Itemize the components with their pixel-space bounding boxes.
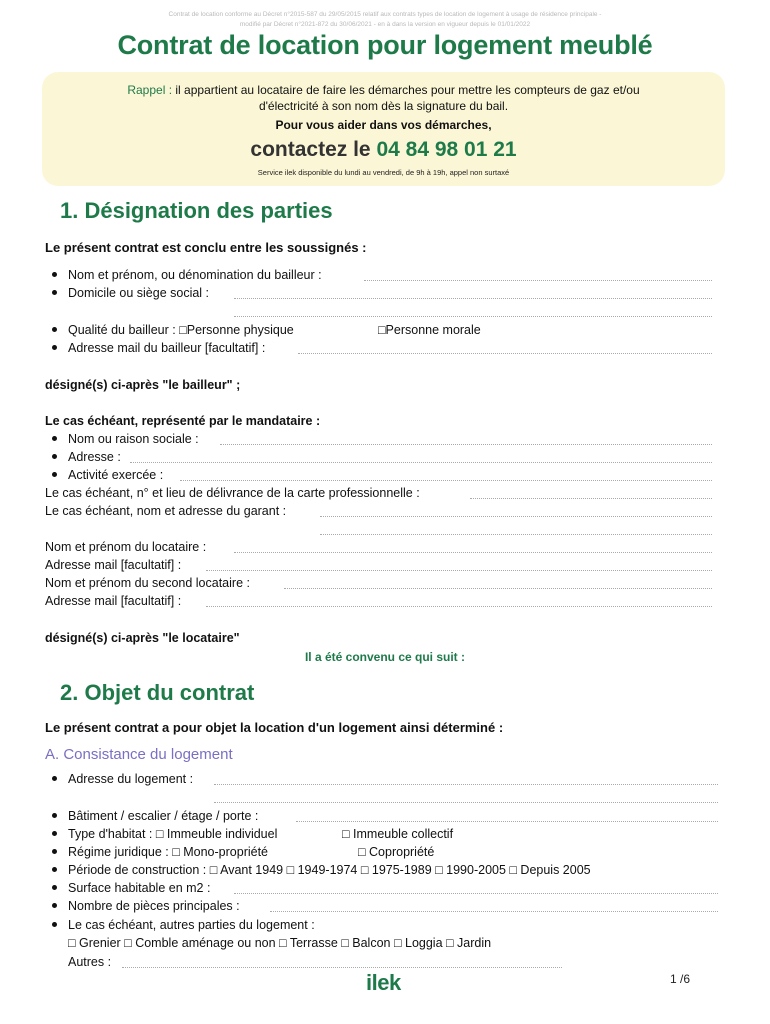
- surface-label: Surface habitable en m2 :: [68, 881, 211, 895]
- bullet: [52, 813, 57, 818]
- ilek-logo: ilek: [366, 970, 401, 995]
- bullet: [52, 922, 57, 927]
- rappel-label: Rappel :: [127, 83, 173, 97]
- convenu-text: Il a été convenu ce qui suit :: [304, 650, 466, 664]
- immeuble-collectif-option[interactable]: □ Immeuble collectif: [342, 827, 454, 841]
- mail-bailleur-label: Adresse mail du bailleur [facultatif] :: [68, 341, 266, 355]
- bullet: [52, 885, 57, 890]
- garant-field[interactable]: [320, 516, 712, 517]
- bullet: [52, 272, 57, 277]
- designe-locataire: désigné(s) ci-après "le locataire": [45, 631, 240, 645]
- legal-line-1: Contrat de location conforme au Décret n°2015-587 du 29/05/2015 relatif aux contrats types de location de logement à usage de résidence principale -: [168, 11, 602, 18]
- legal-notice: [60, 10, 710, 30]
- domicile-field[interactable]: [234, 298, 712, 299]
- adresse-mandataire-label: Adresse :: [68, 450, 121, 464]
- nom-raison-label: Nom ou raison sociale :: [68, 432, 199, 446]
- second-locataire-field[interactable]: [284, 588, 712, 589]
- section-1-heading: 1. Désignation des parties: [60, 198, 333, 223]
- type-habitat-label[interactable]: Type d'habitat : □ Immeuble individuel: [68, 827, 278, 841]
- pieces-label: Nombre de pièces principales :: [68, 899, 240, 913]
- designe-bailleur: désigné(s) ci-après "le bailleur" ;: [45, 378, 241, 392]
- locataire-label: Nom et prénom du locataire :: [45, 540, 207, 554]
- surface-field[interactable]: [234, 893, 718, 894]
- carte-pro-label: Le cas échéant, n° et lieu de délivrance de la carte professionnelle :: [45, 486, 420, 500]
- adresse-mandataire-field[interactable]: [130, 462, 712, 463]
- bailleur-name-field[interactable]: [364, 280, 712, 281]
- bullet: [52, 776, 57, 781]
- mail-locataire-2-label: Adresse mail [facultatif] :: [45, 594, 182, 608]
- bullet: [52, 903, 57, 908]
- carte-pro-field[interactable]: [470, 498, 712, 499]
- autres-parties-label: Le cas échéant, autres parties du logement :: [68, 918, 315, 932]
- mail-locataire-field[interactable]: [206, 570, 712, 571]
- activite-field[interactable]: [180, 480, 712, 481]
- section-1-intro: Le présent contrat est conclu entre les soussignés :: [45, 240, 367, 255]
- autres-field[interactable]: [122, 967, 562, 968]
- bullet: [52, 327, 57, 332]
- bullet: [52, 345, 57, 350]
- reminder-callout: [42, 72, 725, 186]
- subsection-a-heading: A. Consistance du logement: [45, 746, 233, 763]
- document-title: Contrat de location pour logement meublé: [117, 30, 653, 60]
- adresse-logement-field-2[interactable]: [214, 802, 718, 803]
- locataire-field[interactable]: [234, 552, 712, 553]
- copropriete-option[interactable]: □ Copropriété: [358, 845, 435, 859]
- autres-parties-options[interactable]: □ Grenier □ Comble aménage ou non □ Terrasse □ Balcon □ Loggia □ Jardin: [68, 936, 492, 950]
- regime-label[interactable]: Régime juridique : □ Mono-propriété: [68, 845, 269, 859]
- bullet: [52, 436, 57, 441]
- qualite-label[interactable]: Qualité du bailleur : □Personne physique: [68, 323, 294, 337]
- adresse-logement-label: Adresse du logement :: [68, 772, 194, 786]
- bullet: [52, 849, 57, 854]
- periode-construction[interactable]: Période de construction : □ Avant 1949 □ 1949-1974 □ 1975-1989 □ 1990-2005 □ Depuis 2005: [68, 863, 591, 877]
- bullet: [52, 867, 57, 872]
- mail-locataire-label: Adresse mail [facultatif] :: [45, 558, 182, 572]
- garant-field-2[interactable]: [320, 534, 712, 535]
- mail-bailleur-field[interactable]: [298, 353, 712, 354]
- activite-label: Activité exercée :: [68, 468, 164, 482]
- garant-label: Le cas échéant, nom et adresse du garant :: [45, 504, 287, 518]
- nom-raison-field[interactable]: [220, 444, 712, 445]
- domicile-field-2[interactable]: [234, 316, 712, 317]
- bullet: [52, 472, 57, 477]
- second-locataire-label: Nom et prénom du second locataire :: [45, 576, 250, 590]
- section-2-intro: Le présent contrat a pour objet la location d'un logement ainsi déterminé :: [45, 720, 504, 735]
- contact-prefix: contactez le: [250, 138, 377, 161]
- domicile-label: Domicile ou siège social :: [68, 286, 210, 300]
- mandataire-intro: Le cas échéant, représenté par le mandataire :: [45, 414, 321, 428]
- bullet: [52, 454, 57, 459]
- legal-line-2: modifié par Décret n°2021-872 du 30/06/2021 - en à dans la version en vigueur depuis le 01/01/2022: [239, 21, 531, 28]
- adresse-logement-field[interactable]: [214, 784, 718, 785]
- batiment-label: Bâtiment / escalier / étage / porte :: [68, 809, 259, 823]
- mail-locataire-2-field[interactable]: [206, 606, 712, 607]
- rappel-text: [42, 82, 725, 114]
- bailleur-name-label: Nom et prénom, ou dénomination du bailleur :: [68, 268, 322, 282]
- bullet: [52, 831, 57, 836]
- section-2-heading: 2. Objet du contrat: [60, 680, 255, 705]
- batiment-field[interactable]: [296, 821, 718, 822]
- contact-line: [42, 138, 725, 162]
- service-hours: Service ilek disponible du lundi au vendredi, de 9h à 19h, appel non surtaxé: [257, 168, 510, 177]
- autres-label: Autres :: [68, 955, 112, 969]
- page-number: 1 /6: [670, 972, 691, 986]
- phone-number[interactable]: 04 84 98 01 21: [376, 138, 517, 161]
- pieces-field[interactable]: [270, 911, 718, 912]
- help-text: Pour vous aider dans vos démarches,: [275, 118, 492, 132]
- personne-morale-option[interactable]: □Personne morale: [378, 323, 481, 337]
- bullet: [52, 290, 57, 295]
- rappel-body: il appartient au locataire de faire les démarches pour mettre les compteurs de gaz et/ou d'électricité à son nom dès la signature du bail.: [172, 83, 640, 113]
